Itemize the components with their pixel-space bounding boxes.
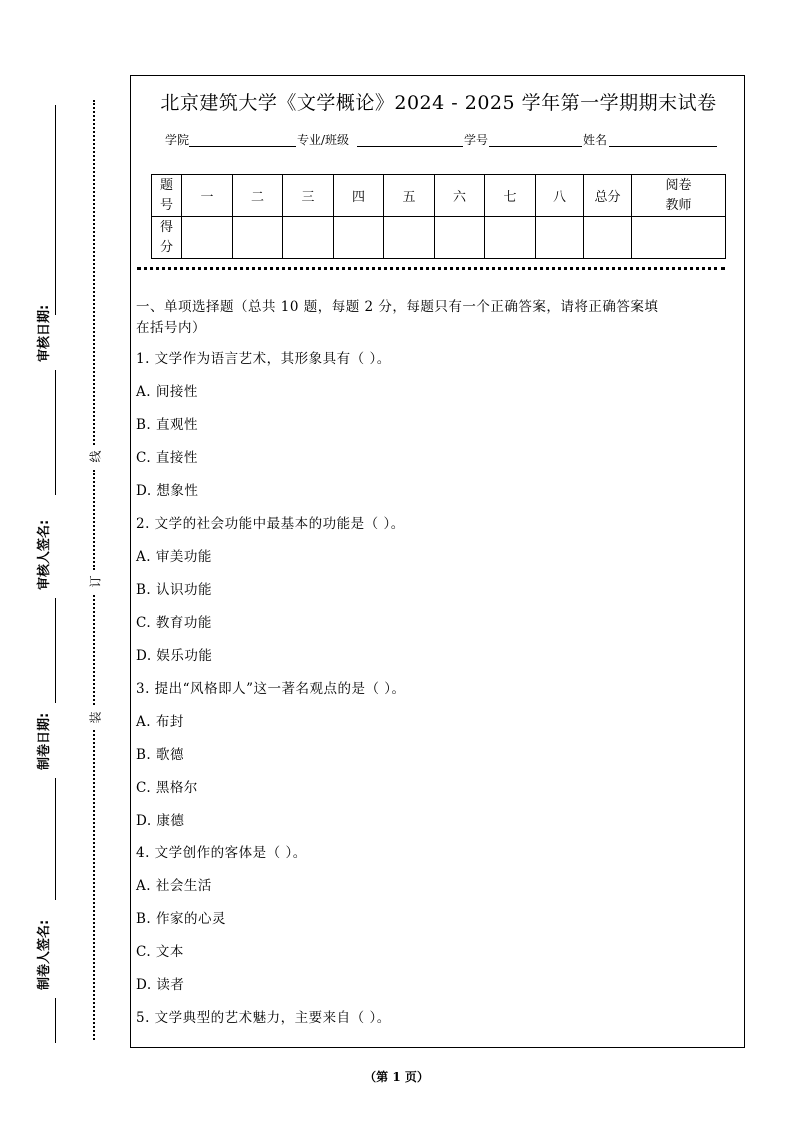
score-cell[interactable] (283, 217, 334, 259)
score-table-row-score (152, 217, 726, 259)
option: C. 教育功能 (136, 615, 212, 631)
cut-dotted-line (93, 470, 95, 570)
cut-dotted-line (93, 595, 95, 705)
option: B. 作家的心灵 (136, 911, 227, 927)
option: B. 认识功能 (136, 582, 213, 598)
option: C. 黑格尔 (136, 780, 198, 796)
score-table (151, 174, 726, 259)
major-label: 专业/班级 (297, 133, 350, 147)
option: A. 布封 (136, 714, 184, 730)
name-field[interactable] (609, 146, 717, 147)
reviewer-date-label: 审核日期: (37, 304, 52, 362)
col-header: 四 (334, 175, 384, 217)
score-cell[interactable] (233, 217, 283, 259)
maker-date-label: 制卷日期: (37, 712, 52, 770)
grader-cell[interactable] (632, 217, 726, 259)
student-id-field[interactable] (489, 146, 582, 147)
major-field[interactable] (357, 146, 463, 147)
option: A. 间接性 (136, 384, 198, 400)
section-heading: 一、单项选择题（总共 10 题，每题 2 分，每题只有一个正确答案，请将正确答案填 (136, 299, 659, 315)
section-heading-cont: 在括号内） (136, 320, 206, 336)
exam-frame (130, 75, 745, 1048)
question-stem: 3. 提出“风格即人”这一著名观点的是（ ）。 (136, 681, 406, 697)
row-label: 得 分 (152, 217, 182, 259)
col-header: 八 (536, 175, 584, 217)
maker-date-line (55, 598, 56, 703)
col-header: 七 (485, 175, 536, 217)
maker-name-label: 制卷人签名: (37, 919, 52, 990)
college-field[interactable] (189, 146, 296, 147)
col-header: 五 (384, 175, 435, 217)
cut-mark-bind: 订 (88, 575, 103, 588)
reviewer-date-line (55, 105, 56, 315)
name-label: 姓名 (583, 133, 608, 147)
score-cell[interactable] (485, 217, 536, 259)
cut-mark-line: 线 (88, 450, 103, 463)
question-stem: 2. 文学的社会功能中最基本的功能是（ ）。 (136, 516, 405, 532)
grader-header: 阅卷 教师 (632, 175, 726, 217)
question-stem: 5. 文学典型的艺术魅力，主要来自（ ）。 (136, 1010, 391, 1026)
row-label: 题 号 (152, 175, 182, 217)
separator-dotted (137, 267, 725, 270)
option: D. 读者 (136, 977, 185, 993)
question-stem: 1. 文学作为语言艺术，其形象具有（ ）。 (136, 351, 391, 367)
question-stem: 4. 文学创作的客体是（ ）。 (136, 845, 307, 861)
exam-title: 北京建筑大学《文学概论》2024 - 2025 学年第一学期期末试卷 (160, 92, 717, 114)
score-cell[interactable] (334, 217, 384, 259)
student-id-label: 学号 (464, 133, 489, 147)
col-header: 六 (435, 175, 485, 217)
score-cell[interactable] (536, 217, 584, 259)
score-cell[interactable] (584, 217, 632, 259)
col-header: 一 (182, 175, 233, 217)
option: C. 文本 (136, 944, 184, 960)
option: A. 社会生活 (136, 878, 212, 894)
score-cell[interactable] (182, 217, 233, 259)
score-table-row-number (152, 175, 726, 217)
option: C. 直接性 (136, 450, 198, 466)
option: B. 歌德 (136, 747, 185, 763)
col-header: 三 (283, 175, 334, 217)
maker-name-line-end (55, 998, 56, 1043)
college-label: 学院 (165, 133, 190, 147)
option: B. 直观性 (136, 417, 199, 433)
score-cell[interactable] (435, 217, 485, 259)
option: A. 审美功能 (136, 549, 212, 565)
reviewer-name-label: 审核人签名: (37, 519, 52, 590)
maker-name-line (55, 778, 56, 900)
col-header: 二 (233, 175, 283, 217)
cut-dotted-line (93, 100, 95, 445)
cut-dotted-line (93, 730, 95, 1040)
option: D. 康德 (136, 813, 185, 829)
col-header: 总分 (584, 175, 632, 217)
score-cell[interactable] (384, 217, 435, 259)
reviewer-name-line (55, 370, 56, 495)
option: D. 想象性 (136, 483, 199, 499)
option: D. 娱乐功能 (136, 648, 213, 664)
page-number: （第 1 页） (364, 1070, 429, 1084)
cut-mark-install: 装 (88, 711, 103, 724)
